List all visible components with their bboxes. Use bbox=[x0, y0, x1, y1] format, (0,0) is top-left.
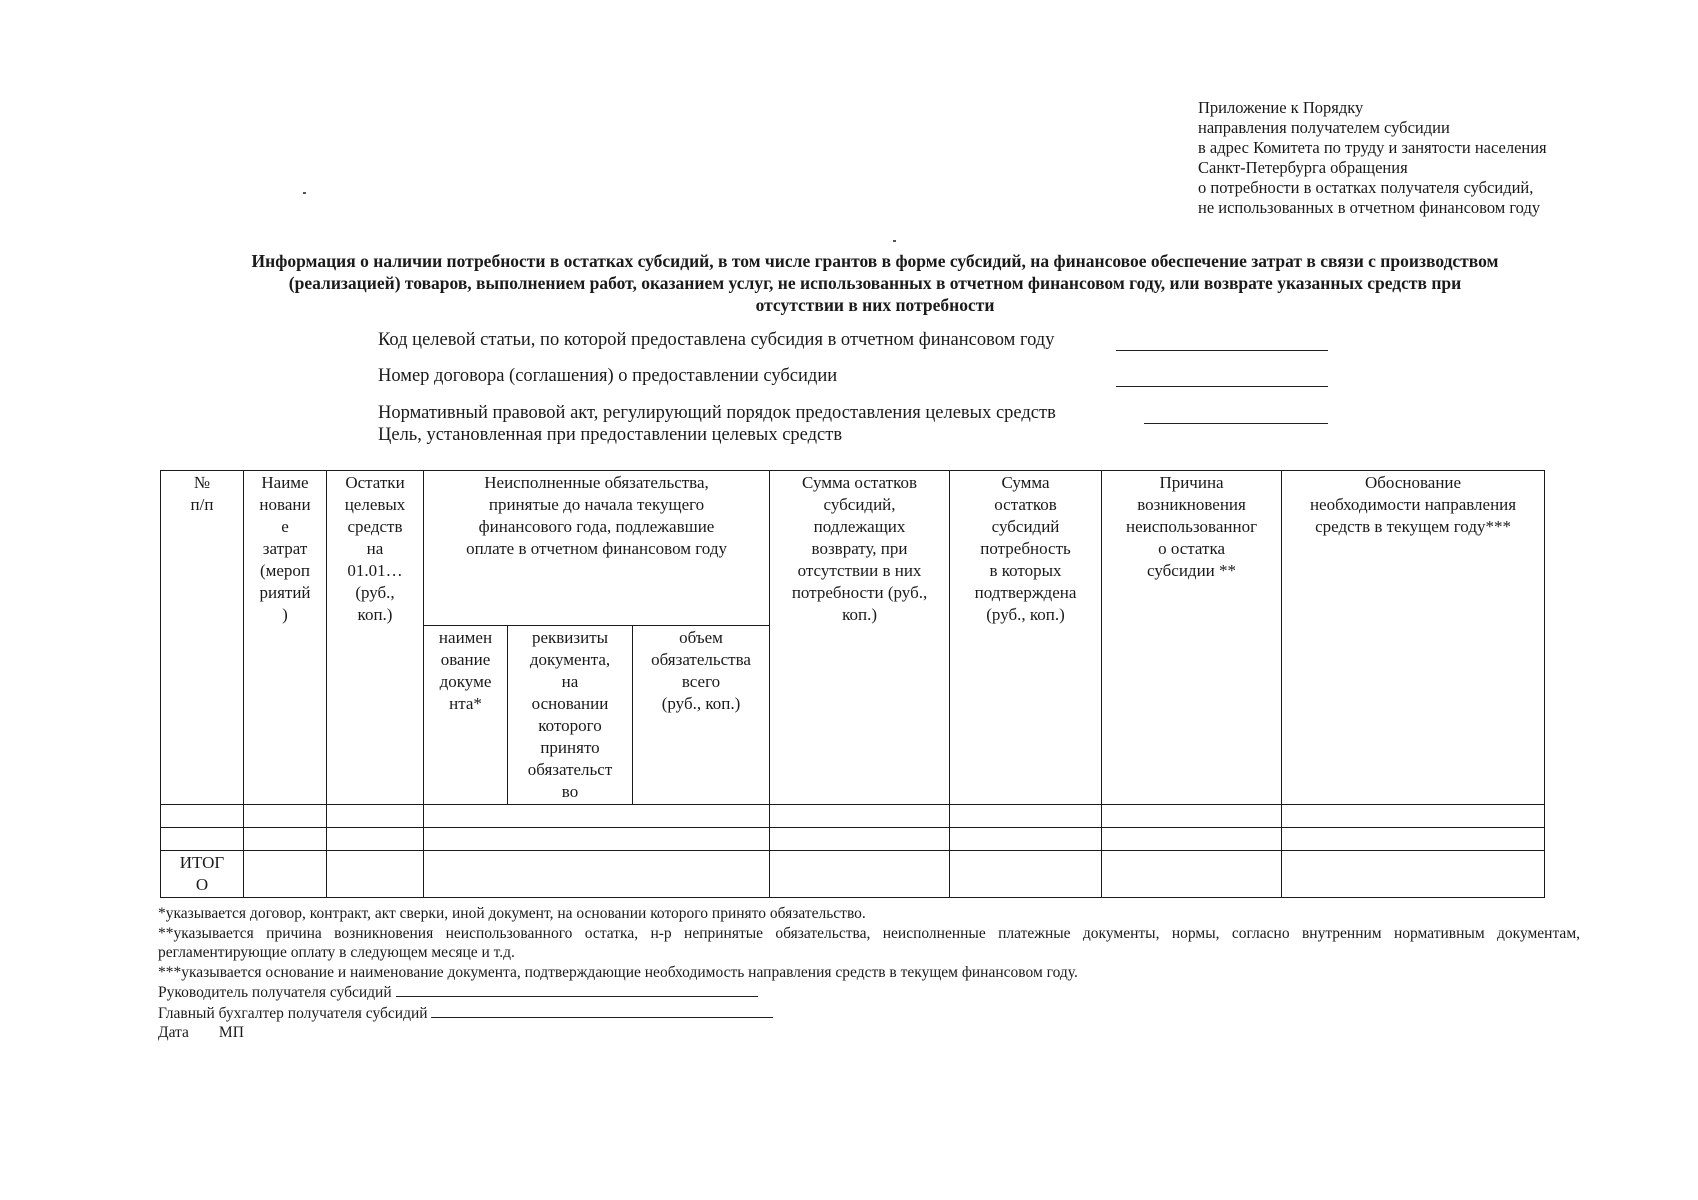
total-row bbox=[161, 851, 1545, 898]
target-code-input[interactable] bbox=[1116, 350, 1328, 351]
legal-act-input[interactable] bbox=[1144, 423, 1328, 424]
footnote-3: ***указывается основание и наименование документа, подтверждающие необходимость направления средств в текущем финансовом году. bbox=[158, 963, 1078, 981]
col-header-unfulfilled-obligations: Неисполненные обязательства, принятые до начала текущего финансового года, подлежавшие оплате в отчетном финансовом году bbox=[424, 471, 770, 626]
table-cell[interactable] bbox=[1282, 805, 1545, 828]
footnote-2: **указывается причина возникновения неиспользованного остатка, н-р непринятые обязательства, неисполненные платежные документы, нормы, согласно внутренним нормативным документам, регламентирующие оплату в следующем месяце и т.д. bbox=[158, 924, 1580, 961]
table-cell[interactable] bbox=[770, 851, 950, 898]
col-header-reason: Причина возникновения неиспользованног о остатка субсидии ** bbox=[1102, 471, 1282, 805]
accountant-signature-label: Главный бухгалтер получателя субсидий bbox=[158, 1004, 428, 1022]
table-cell[interactable] bbox=[244, 851, 327, 898]
footnote-1: *указывается договор, контракт, акт сверки, иной документ, на основании которого принято обязательство. bbox=[158, 905, 866, 922]
appendix-line: не использованных в отчетном финансовом году bbox=[1198, 198, 1541, 217]
subsidy-table bbox=[160, 470, 1545, 898]
accountant-signature-line[interactable] bbox=[431, 1003, 773, 1018]
table-cell[interactable] bbox=[327, 805, 424, 828]
table-cell[interactable] bbox=[770, 805, 950, 828]
subheader-document-name: наимен ование докуме нта* bbox=[424, 626, 508, 805]
col-header-confirmed-need: Сумма остатков субсидий потребность в которых подтверждена (руб., коп.) bbox=[950, 471, 1102, 805]
col-header-return-amount: Сумма остатков субсидий, подлежащих возврату, при отсутствии в них потребности (руб., коп.) bbox=[770, 471, 950, 805]
table-cell[interactable] bbox=[244, 805, 327, 828]
date-seal-row bbox=[158, 1023, 1580, 1043]
head-signature-row bbox=[158, 982, 1580, 1003]
purpose-label: Цель, установленная при предоставлении целевых средств bbox=[378, 425, 843, 445]
scan-speck bbox=[893, 240, 896, 242]
table-row bbox=[161, 805, 1545, 828]
appendix-note bbox=[1198, 98, 1668, 218]
head-signature-label: Руководитель получателя субсидий bbox=[158, 984, 392, 1001]
table-cell[interactable] bbox=[950, 851, 1102, 898]
total-label-cell: ИТОГ О bbox=[161, 851, 244, 898]
table-cell[interactable] bbox=[161, 828, 244, 851]
legal-act-label: Нормативный правовой акт, регулирующий порядок предоставления целевых средств bbox=[378, 403, 1056, 423]
appendix-line: направления получателем субсидии bbox=[1198, 118, 1450, 137]
table-cell[interactable] bbox=[424, 851, 770, 898]
title-line: (реализацией) товаров, выполнением работ, оказанием услуг, не использованных в отчетном финансовом году, или возврате указанных средств при bbox=[288, 273, 1462, 293]
col-header-justification: Обоснование необходимости направления средств в текущем году*** bbox=[1282, 471, 1545, 805]
appendix-line: о потребности в остатках получателя субсидий, bbox=[1198, 178, 1534, 197]
table-cell[interactable] bbox=[950, 805, 1102, 828]
table-cell[interactable] bbox=[950, 828, 1102, 851]
subheader-document-details: реквизиты документа, на основании которого принято обязательст во bbox=[508, 626, 633, 805]
date-label: Дата bbox=[158, 1024, 189, 1041]
target-code-label: Код целевой статьи, по которой предоставлена субсидия в отчетном финансовом году bbox=[378, 330, 1055, 350]
contract-number-label: Номер договора (соглашения) о предоставлении субсидии bbox=[378, 366, 838, 386]
table-cell[interactable] bbox=[1282, 828, 1545, 851]
table-row bbox=[161, 828, 1545, 851]
table-cell[interactable] bbox=[1102, 805, 1282, 828]
scan-speck bbox=[303, 192, 306, 194]
appendix-line: Санкт-Петербурга обращения bbox=[1198, 158, 1408, 177]
head-signature-line[interactable] bbox=[396, 982, 758, 997]
table-cell[interactable] bbox=[770, 828, 950, 851]
table-cell[interactable] bbox=[1282, 851, 1545, 898]
table-cell[interactable] bbox=[327, 851, 424, 898]
header-row bbox=[161, 471, 1545, 626]
footnotes bbox=[158, 904, 1580, 1043]
table-cell[interactable] bbox=[244, 828, 327, 851]
table-cell[interactable] bbox=[1102, 828, 1282, 851]
appendix-line: в адрес Комитета по труду и занятости населения bbox=[1198, 138, 1547, 157]
col-header-expense-name: Наиме новани е затрат (мероп риятий ) bbox=[244, 471, 327, 805]
seal-label: МП bbox=[218, 1024, 244, 1041]
title-line: Информация о наличии потребности в остатках субсидий, в том числе грантов в форме субсидий, на финансовое обеспечение затрат в связи с производством bbox=[251, 251, 1499, 271]
col-header-remaining-funds: Остатки целевых средств на 01.01… (руб., коп.) bbox=[327, 471, 424, 805]
subheader-obligation-amount: объем обязательства всего (руб., коп.) bbox=[633, 626, 770, 805]
appendix-line: Приложение к Порядку bbox=[1198, 98, 1364, 117]
col-header-number: № п/п bbox=[161, 471, 244, 805]
accountant-signature-row bbox=[158, 1003, 1580, 1024]
table-cell[interactable] bbox=[1102, 851, 1282, 898]
table-cell[interactable] bbox=[327, 828, 424, 851]
table-cell[interactable] bbox=[424, 828, 770, 851]
title-line: отсутствии в них потребности bbox=[755, 295, 995, 315]
table-cell[interactable] bbox=[161, 805, 244, 828]
table-cell[interactable] bbox=[424, 805, 770, 828]
contract-number-input[interactable] bbox=[1116, 386, 1328, 387]
document-title bbox=[165, 250, 1585, 316]
